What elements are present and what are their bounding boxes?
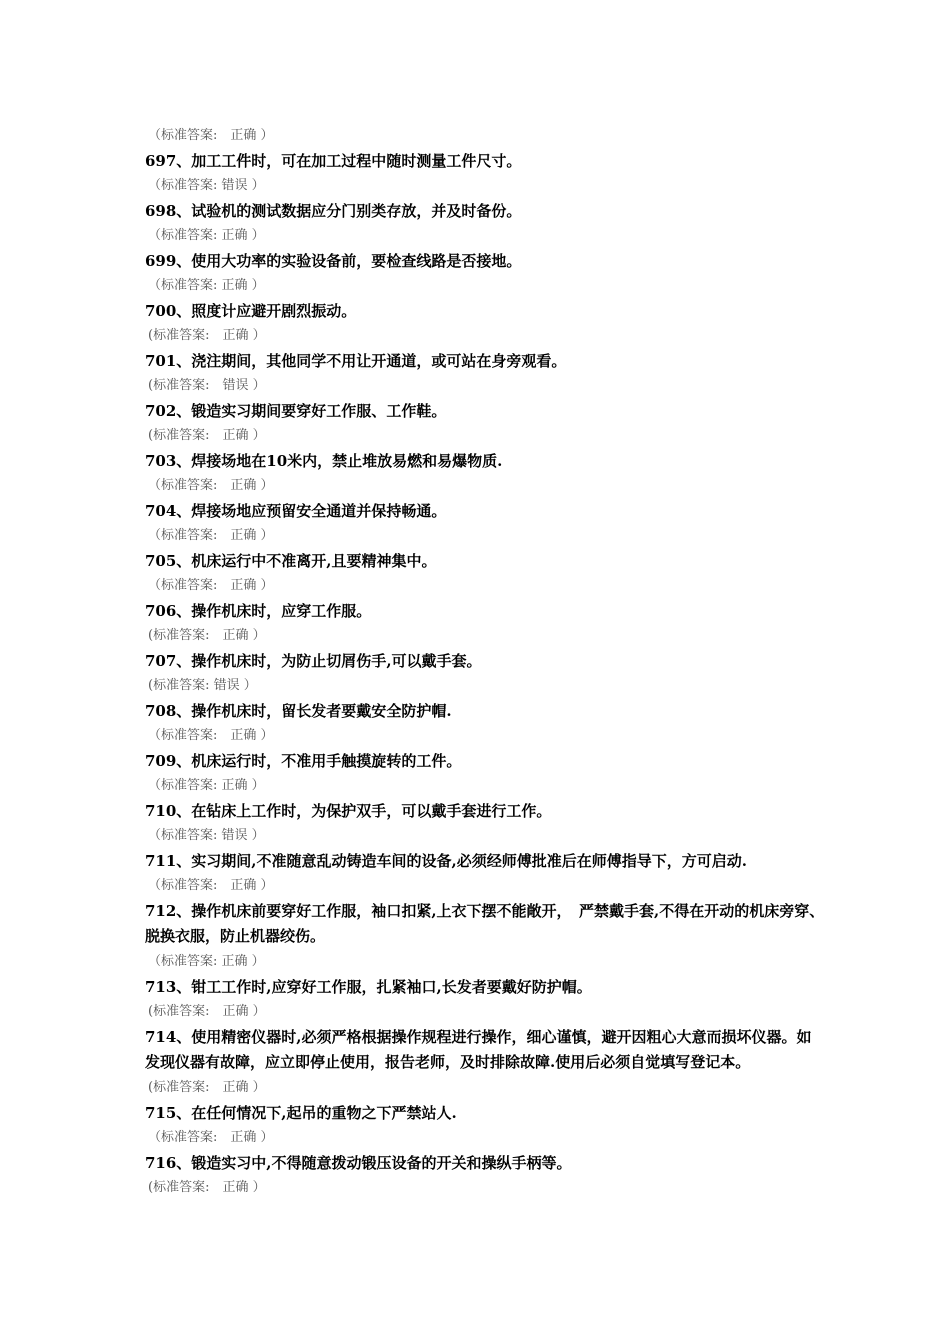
answer-line: (标准答案: 正确 ） [148, 1180, 266, 1195]
question-list [145, 147, 825, 1199]
question-text: 698、试验机的测试数据应分门别类存放，并及时备份。 [145, 202, 522, 220]
question-text: 703、焊接场地在10米内，禁止堆放易燃和易爆物质. [145, 452, 503, 470]
answer-line: （标准答案: 错误 ） [148, 828, 265, 843]
answer-line: （标准答案: 错误 ） [148, 178, 265, 193]
answer-line: (标准答案: 正确 ） [148, 1004, 266, 1019]
answer-line: （标准答案: 正确 ） [148, 728, 274, 743]
question-text: 712、操作机床前要穿好工作服，袖口扣紧,上衣下摆不能敞开， 严禁戴手套,不得在开动的机床旁穿、脱换衣服，防止机器绞伤。 [145, 902, 825, 945]
question-text: 699、使用大功率的实验设备前，要检查线路是否接地。 [145, 252, 522, 270]
question-text: 714、使用精密仪器时,必须严格根据操作规程进行操作，细心谨慎，避开因粗心大意而损坏仪器。如发现仪器有故障，应立即停止使用，报告老师，及时排除故障.使用后必须自觉填写登记本。 [145, 1028, 812, 1071]
answer-line: （标准答案: 正确 ） [148, 878, 274, 893]
answer-line: (标准答案: 正确 ） [148, 428, 266, 443]
answer-line: (标准答案: 正确 ） [148, 628, 266, 643]
answer-line: (标准答案: 正确 ） [148, 1080, 266, 1095]
document-body [145, 125, 825, 1199]
answer-line: （标准答案: 正确 ） [148, 778, 265, 793]
question-text: 707、操作机床时，为防止切屑伤手,可以戴手套。 [145, 652, 482, 670]
question-text: 705、机床运行中不准离开,且要精神集中。 [145, 552, 437, 570]
answer-line: （标准答案: 正确 ） [148, 228, 265, 243]
question-text: 716、锻造实习中,不得随意拨动锻压设备的开关和操纵手柄等。 [145, 1154, 572, 1172]
answer-line: （标准答案: 正确 ） [148, 954, 265, 969]
question-text: 697、加工工件时，可在加工过程中随时测量工件尺寸。 [145, 152, 522, 170]
question-text: 702、锻造实习期间要穿好工作服、工作鞋。 [145, 402, 447, 420]
question-text: 708、操作机床时，留长发者要戴安全防护帽. [145, 702, 452, 720]
question-text: 704、焊接场地应预留安全通道并保持畅通。 [145, 502, 447, 520]
answer-line: (标准答案: 正确 ） [148, 328, 266, 343]
question-text: 709、机床运行时，不准用手触摸旋转的工件。 [145, 752, 462, 770]
answer-line: （标准答案: 正确 ） [148, 278, 265, 293]
answer-line: （标准答案: 正确 ） [148, 1130, 274, 1145]
answer-line: （标准答案: 正确 ） [148, 478, 274, 493]
question-text: 706、操作机床时，应穿工作服。 [145, 602, 372, 620]
answer-line: （标准答案: 正确 ） [148, 578, 274, 593]
answer-line: （标准答案: 正确 ） [148, 128, 274, 143]
answer-line: (标准答案: 错误 ） [148, 678, 257, 693]
question-text: 701、浇注期间，其他同学不用让开通道，或可站在身旁观看。 [145, 352, 567, 370]
question-text: 711、实习期间,不准随意乱动铸造车间的设备,必须经师傅批准后在师傅指导下，方可启动. [145, 852, 747, 870]
answer-line: (标准答案: 错误 ） [148, 378, 266, 393]
answer-line: （标准答案: 正确 ） [148, 528, 274, 543]
question-text: 710、在钻床上工作时，为保护双手，可以戴手套进行工作。 [145, 802, 552, 820]
question-text: 713、钳工工作时,应穿好工作服，扎紧袖口,长发者要戴好防护帽。 [145, 978, 592, 996]
question-text: 700、照度计应避开剧烈振动。 [145, 302, 357, 320]
question-text: 715、在任何情况下,起吊的重物之下严禁站人. [145, 1104, 457, 1122]
